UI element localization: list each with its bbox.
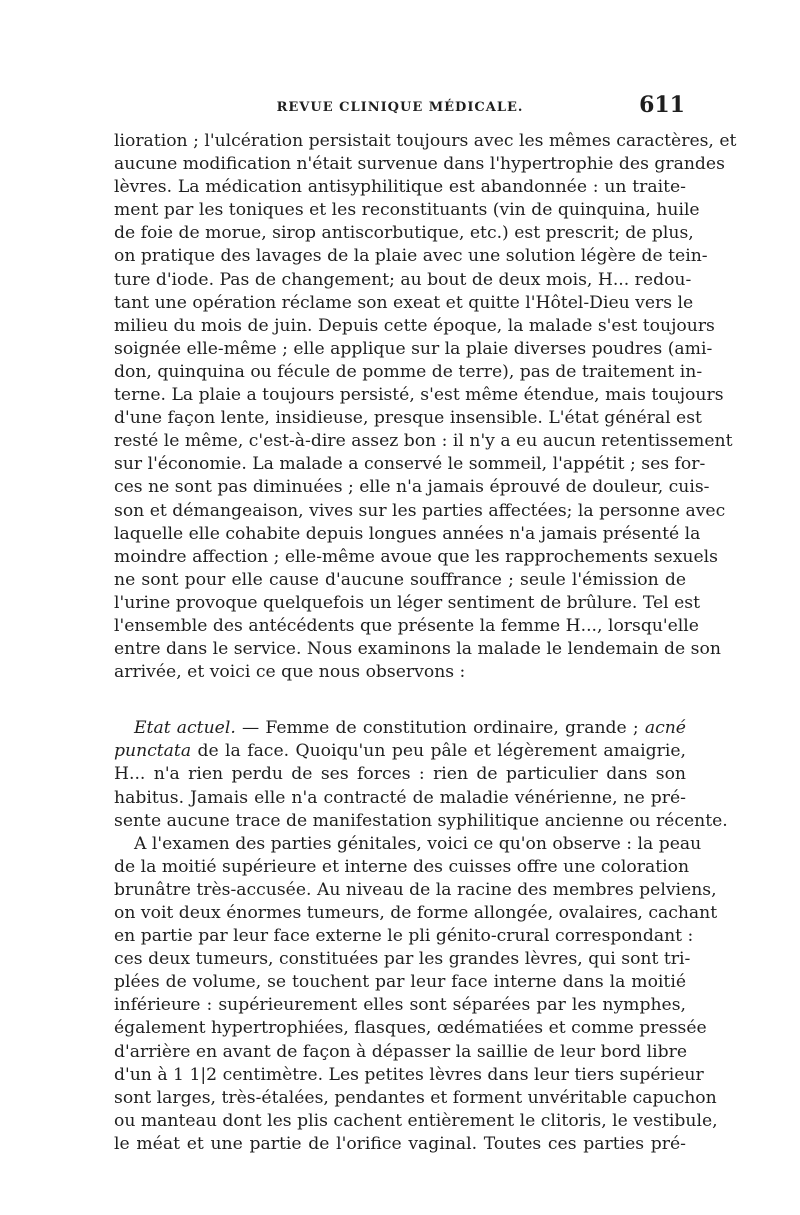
text-line: inférieure : supérieurement elles sont séparées par les nymphes, <box>114 995 686 1016</box>
page-number: 611 <box>639 92 685 118</box>
text-line: ne sont pour elle cause d'aucune souffrance ; seule l'émission de <box>114 569 686 590</box>
text-line: plées de volume, se touchent par leur face interne dans la moitié <box>114 972 686 993</box>
text-line: le méat et une partie de l'orifice vaginal. Toutes ces parties pré- <box>114 1133 686 1154</box>
text-line: l'ensemble des antécédents que présente la femme H..., lorsqu'elle <box>114 615 699 636</box>
text-line: moindre affection ; elle-même avoue que les rapprochements sexuels <box>114 546 718 567</box>
paragraph-continuation <box>114 130 737 684</box>
body-text <box>114 130 737 1156</box>
text-run: — Femme de constitution ordinaire, grande ; <box>235 718 639 739</box>
paragraph-examen <box>114 833 718 1156</box>
text-line: sont larges, très-étalées, pendantes et forment unvéritable capuchon <box>114 1087 717 1108</box>
text-run: de la face. Quoiqu'un peu pâle et légèrement amaigrie, <box>191 741 686 762</box>
text-line: ment par les toniques et les reconstituants (vin de quinquina, huile <box>114 200 700 221</box>
paragraph-gap <box>114 684 686 717</box>
text-line: ou manteau dont les plis cachent entièrement le clitoris, le vestibule, <box>114 1110 718 1131</box>
text-line: don, quinquina ou fécule de pomme de terre), pas de traitement in- <box>114 361 703 382</box>
text-line: l'urine provoque quelquefois un léger sentiment de brûlure. Tel est <box>114 592 700 613</box>
text-line: ture d'iode. Pas de changement; au bout de deux mois, H... redou- <box>114 269 692 290</box>
text-run-italic: punctata <box>114 741 192 762</box>
text-line: arrivée, et voici ce que nous observons : <box>114 662 466 683</box>
text-line: de foie de morue, sirop antiscorbutique, etc.) est prescrit; de plus, <box>114 223 694 244</box>
text-line: son et démangeaison, vives sur les parties affectées; la personne avec <box>114 500 726 521</box>
text-line: d'un à 1 1|2 centimètre. Les petites lèvres dans leur tiers supérieur <box>114 1064 704 1085</box>
text-line <box>114 740 686 763</box>
text-line: terne. La plaie a toujours persisté, s'est même étendue, mais toujours <box>114 385 724 406</box>
text-line: soignée elle-même ; elle applique sur la plaie diverses poudres (ami- <box>114 338 713 359</box>
text-line: A l'examen des parties génitales, voici ce qu'on observe : la peau <box>134 833 702 854</box>
text-line: sente aucune trace de manifestation syphilitique ancienne ou récente. <box>114 810 728 831</box>
text-line: aucune modification n'était survenue dans l'hypertrophie des grandes <box>114 154 725 175</box>
text-line: entre dans le service. Nous examinons la malade le lendemain de son <box>114 639 721 660</box>
text-line: lioration ; l'ulcération persistait toujours avec les mêmes caractères, et <box>114 131 737 151</box>
text-line <box>114 717 686 740</box>
text-line: H... n'a rien perdu de ses forces : rien de particulier dans son <box>114 764 686 785</box>
running-title: REVUE CLINIQUE MÉDICALE. <box>276 100 524 115</box>
text-line: tant une opération réclame son exeat et quitte l'Hôtel-Dieu vers le <box>114 292 694 313</box>
text-line: habitus. Jamais elle n'a contracté de maladie vénérienne, ne pré- <box>114 787 686 808</box>
text-line: d'une façon lente, insidieuse, presque insensible. L'état général est <box>114 408 702 429</box>
text-line: resté le même, c'est-à-dire assez bon : il n'y a eu aucun retentissement <box>114 431 733 452</box>
text-line: milieu du mois de juin. Depuis cette époque, la malade s'est toujours <box>114 315 715 336</box>
text-line: ces ne sont pas diminuées ; elle n'a jamais éprouvé de douleur, cuis- <box>114 477 710 498</box>
text-line: en partie par leur face externe le pli génito-crural correspondant : <box>114 926 694 947</box>
text-line: sur l'économie. La malade a conservé le sommeil, l'appétit ; ses for- <box>114 454 706 475</box>
text-line: on voit deux énormes tumeurs, de forme allongée, ovalaires, cachant <box>114 903 718 923</box>
text-line: on pratique des lavages de la plaie avec une solution légère de tein- <box>114 246 708 267</box>
text-run-italic: acné <box>644 718 686 739</box>
section-heading: Etat actuel. <box>134 718 236 739</box>
running-head <box>115 92 685 122</box>
paragraph-etat-actuel <box>114 717 728 832</box>
text-line: laquelle elle cohabite depuis longues années n'a jamais présenté la <box>114 523 701 544</box>
text-line: de la moitié supérieure et interne des cuisses offre une coloration <box>114 856 690 877</box>
text-line: également hypertrophiées, flasques, œdématiées et comme pressée <box>114 1018 707 1039</box>
text-line: brunâtre très-accusée. Au niveau de la racine des membres pelviens, <box>114 879 717 900</box>
text-line: ces deux tumeurs, constituées par les grandes lèvres, qui sont tri- <box>114 949 691 970</box>
text-line: d'arrière en avant de façon à dépasser la saillie de leur bord libre <box>114 1041 688 1062</box>
text-line: lèvres. La médication antisyphilitique est abandonnée : un traite- <box>114 177 686 198</box>
